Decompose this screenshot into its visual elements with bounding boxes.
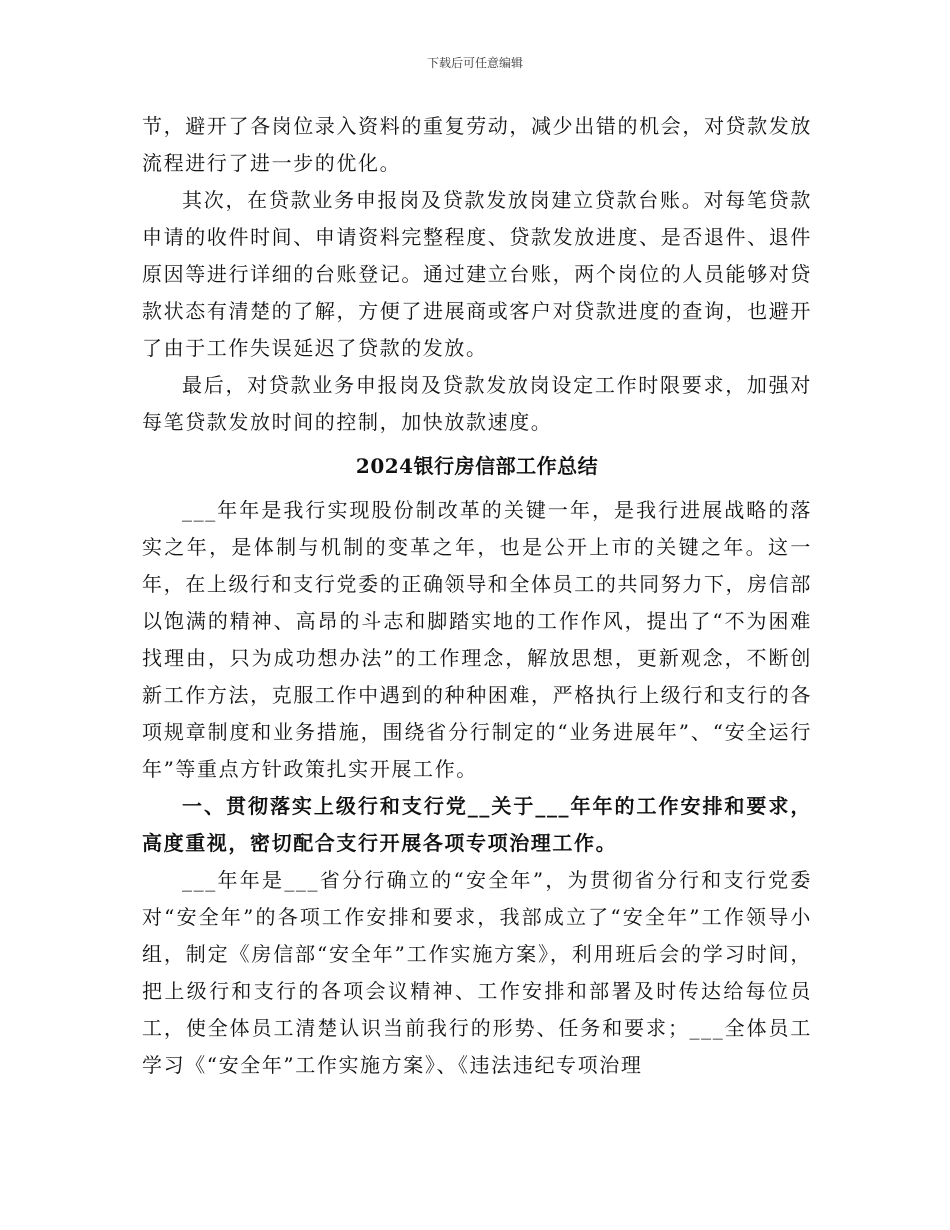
download-note: 下载后可任意编辑 (426, 56, 523, 70)
paragraph-intro: ___年年是我行实现股份制改革的关键一年，是我行进展战略的落实之年，是体制与机制的变革之年，也是公开上市的关键之年。这一年，在上级行和支行党委的正确领导和全体员工的共同努力下，房信部以饱满的精神、高昂的斗志和脚踏实地的工作作风，提出了“不为困难找理由，只为成功想办法”的工作理念，解放思想，更新观念，不断创新工作方法，克服工作中遇到的种种困难，严格执行上级行和支行的各项规章制度和业务措施，围绕省分行制定的“业务进展年”、“安全运行年”等重点方针政策扎实开展工作。 (142, 498, 812, 781)
paragraph-finally: 最后，对贷款业务申报岗及贷款发放岗设定工作时限要求，加强对每笔贷款发放时间的控制，加快放款速度。 (142, 373, 812, 434)
document-body (142, 108, 812, 1084)
paragraph-second: 其次，在贷款业务申报岗及贷款发放岗建立贷款台账。对每笔贷款申请的收件时间、申请资料完整程度、贷款发放进度、是否退件、退件原因等进行详细的台账登记。通过建立台账，两个岗位的人员能够对贷款状态有清楚的了解，方便了进展商或客户对贷款进度的查询，也避开了由于工作失误延迟了贷款的发放。 (142, 188, 812, 360)
section-heading-1: 一、贯彻落实上级行和支行党__关于___年年的工作安排和要求，高度重视，密切配合支行开展各项专项治理工作。 (142, 794, 812, 855)
paragraph-safety-year: ___年年是___省分行确立的“安全年”，为贯彻省分行和支行党委对“安全年”的各项工作安排和要求，我部成立了“安全年”工作领导小组，制定《房信部“安全年”工作实施方案》，利用班后会的学习时间，把上级行和支行的各项会议精神、工作安排和部署及时传达给每位员工，使全体员工清楚认识当前我行的形势、任务和要求；___全体员工学习《“安全年”工作实施方案》、《违法违纪专项治理 (142, 868, 812, 1077)
paragraph-continuation: 节，避开了各岗位录入资料的重复劳动，减少出错的机会，对贷款发放流程进行了进一步的优化。 (142, 114, 812, 175)
document-title: 2024银行房信部工作总结 (355, 454, 599, 478)
